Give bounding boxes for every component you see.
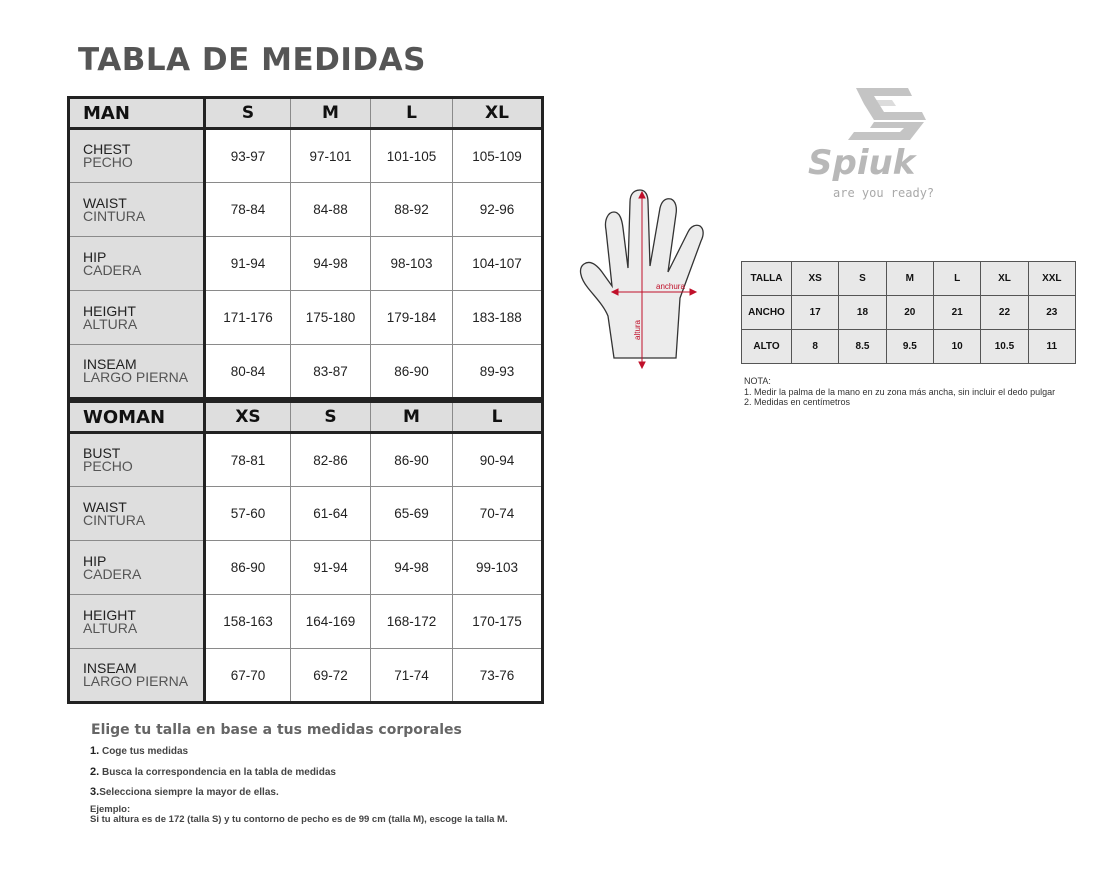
label-es: PECHO	[83, 458, 133, 474]
table-header-row	[69, 402, 543, 433]
table-cell: 158-163	[205, 595, 291, 649]
table-cell: 78-81	[205, 433, 291, 487]
width-label: anchura	[656, 282, 685, 291]
table-cell: L	[933, 262, 980, 296]
instruction-step	[90, 745, 188, 757]
step-text: Busca la correspondencia en la tabla de medidas	[99, 767, 336, 778]
table-cell: 183-188	[453, 291, 543, 345]
label-en: BUST	[83, 445, 121, 461]
table-cell: 67-70	[205, 649, 291, 703]
table-cell: 93-97	[205, 129, 291, 183]
label-en: WAIST	[83, 498, 127, 515]
row-label	[69, 129, 205, 183]
table-cell: 70-74	[453, 487, 543, 541]
table-row	[69, 541, 543, 595]
table-cell: 98-103	[371, 237, 453, 291]
table-cell: 86-90	[371, 433, 453, 487]
table-cell: 171-176	[205, 291, 291, 345]
table-cell: 71-74	[371, 649, 453, 703]
table-cell: 84-88	[291, 183, 371, 237]
table-row	[69, 183, 543, 237]
label-en: HIP	[83, 552, 107, 569]
instruction-step	[90, 786, 279, 798]
table-cell: 73-76	[453, 649, 543, 703]
table-cell: 69-72	[291, 649, 371, 703]
table-cell: 105-109	[453, 129, 543, 183]
logo-tagline: are you ready?	[833, 186, 935, 200]
table-cell: 86-90	[205, 541, 291, 595]
header-cell: L	[453, 402, 543, 433]
table-cell: 8	[792, 330, 839, 364]
table-row	[742, 330, 1076, 364]
table-cell: 179-184	[371, 291, 453, 345]
table-row	[69, 433, 543, 487]
table-cell: 97-101	[291, 129, 371, 183]
header-cell: M	[371, 402, 453, 433]
table-cell: 91-94	[205, 237, 291, 291]
table-cell: 10.5	[981, 330, 1028, 364]
row-label	[69, 487, 205, 541]
header-cell: MAN	[69, 98, 205, 129]
table-row	[69, 237, 543, 291]
header-cell: L	[371, 98, 453, 129]
table-cell: 10	[933, 330, 980, 364]
row-label	[69, 345, 205, 399]
table-cell: 104-107	[453, 237, 543, 291]
table-cell: 91-94	[291, 541, 371, 595]
step-number: 2.	[90, 766, 100, 778]
instructions-title: Elige tu talla en base a tus medidas corporales	[91, 722, 462, 738]
label-es: LARGO PIERNA	[83, 673, 189, 689]
table-cell: 170-175	[453, 595, 543, 649]
row-label	[69, 433, 205, 487]
header-cell: S	[205, 98, 291, 129]
instruction-step	[90, 766, 336, 778]
table-cell: 18	[839, 296, 886, 330]
spiuk-s-mark	[848, 88, 926, 140]
table-row	[69, 595, 543, 649]
table-cell: 21	[933, 296, 980, 330]
note-line: 2. Medidas en centímetros	[744, 397, 851, 407]
label-es: CINTURA	[83, 207, 146, 224]
brand-wordmark: Spiuk	[808, 143, 916, 183]
table-header-row	[69, 98, 543, 129]
table-cell: 80-84	[205, 345, 291, 399]
step-text: Coge tus medidas	[99, 746, 189, 757]
table-cell: 164-169	[291, 595, 371, 649]
table-cell: 65-69	[371, 487, 453, 541]
row-label	[69, 595, 205, 649]
table-cell: 23	[1028, 296, 1075, 330]
table-cell: ANCHO	[742, 296, 792, 330]
label-en: INSEAM	[83, 356, 137, 372]
table-cell: XS	[792, 262, 839, 296]
table-cell: 82-86	[291, 433, 371, 487]
height-label: altura	[633, 319, 642, 340]
label-en: WAIST	[83, 194, 127, 211]
table-cell: 9.5	[886, 330, 933, 364]
table-cell: M	[886, 262, 933, 296]
table-cell: 8.5	[839, 330, 886, 364]
header-cell: M	[291, 98, 371, 129]
table-cell: 61-64	[291, 487, 371, 541]
table-cell: 175-180	[291, 291, 371, 345]
table-cell: XXL	[1028, 262, 1075, 296]
table-cell: ALTO	[742, 330, 792, 364]
label-es: CADERA	[83, 565, 142, 582]
table-cell: 20	[886, 296, 933, 330]
header-cell: S	[291, 402, 371, 433]
page-title: TABLA DE MEDIDAS	[78, 42, 426, 78]
table-cell: 22	[981, 296, 1028, 330]
table-cell: 94-98	[291, 237, 371, 291]
example	[90, 805, 508, 825]
table-cell: TALLA	[742, 262, 792, 296]
table-cell: 57-60	[205, 487, 291, 541]
table-row	[742, 296, 1076, 330]
woman-size-table	[67, 400, 544, 704]
table-row	[69, 129, 543, 183]
label-es: CADERA	[83, 261, 142, 278]
label-es: LARGO PIERNA	[83, 369, 189, 385]
table-cell: XL	[981, 262, 1028, 296]
arrow-icon	[690, 289, 696, 295]
row-label	[69, 541, 205, 595]
table-cell: 83-87	[291, 345, 371, 399]
row-label	[69, 183, 205, 237]
row-label	[69, 291, 205, 345]
label-en: INSEAM	[83, 660, 137, 676]
table-cell: S	[839, 262, 886, 296]
man-size-table	[67, 96, 544, 400]
step-text: Selecciona siempre la mayor de ellas.	[99, 787, 279, 798]
arrow-icon	[639, 362, 645, 368]
table-cell: 101-105	[371, 129, 453, 183]
table-cell: 94-98	[371, 541, 453, 595]
table-cell: 89-93	[453, 345, 543, 399]
note-line: 1. Medir la palma de la mano en zu zona más ancha, sin incluir el dedo pulgar	[744, 386, 1056, 397]
table-row	[69, 649, 543, 703]
step-number: 1.	[90, 745, 100, 757]
table-row	[69, 345, 543, 399]
table-cell: 17	[792, 296, 839, 330]
label-es: ALTURA	[83, 315, 138, 332]
table-row	[69, 291, 543, 345]
table-cell: 88-92	[371, 183, 453, 237]
note	[744, 376, 1055, 408]
label-en: HIP	[83, 248, 107, 265]
table-cell: 168-172	[371, 595, 453, 649]
header-cell: WOMAN	[69, 402, 205, 433]
header-cell: XS	[205, 402, 291, 433]
label-en: HEIGHT	[83, 302, 136, 319]
table-cell: 86-90	[371, 345, 453, 399]
step-number: 3.	[90, 786, 100, 798]
label-es: CINTURA	[83, 511, 146, 528]
glove-diagram	[576, 188, 716, 370]
row-label	[69, 649, 205, 703]
example-label: Ejemplo:	[90, 804, 131, 815]
glove-size-table	[741, 261, 1076, 364]
label-en: HEIGHT	[83, 606, 136, 623]
header-cell: XL	[453, 98, 543, 129]
label-es: ALTURA	[83, 619, 138, 636]
table-cell: 78-84	[205, 183, 291, 237]
label-es: PECHO	[83, 154, 133, 170]
table-cell: 90-94	[453, 433, 543, 487]
note-label: NOTA:	[744, 376, 771, 386]
table-row	[742, 262, 1076, 296]
table-row	[69, 487, 543, 541]
label-en: CHEST	[83, 141, 131, 157]
table-cell: 11	[1028, 330, 1075, 364]
example-text: Si tu altura es de 172 (talla S) y tu contorno de pecho es de 99 cm (talla M), escoge la talla M.	[90, 814, 508, 825]
table-cell: 99-103	[453, 541, 543, 595]
row-label	[69, 237, 205, 291]
table-cell: 92-96	[453, 183, 543, 237]
